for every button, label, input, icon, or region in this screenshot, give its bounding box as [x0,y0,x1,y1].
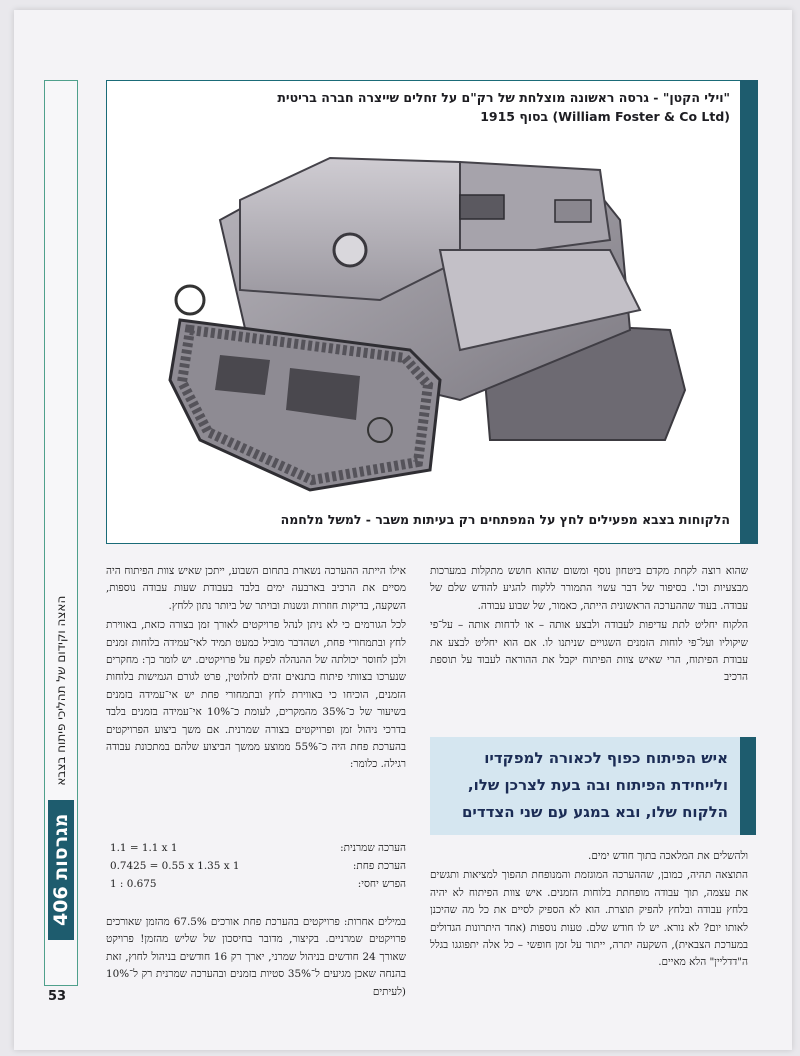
article-title-vertical: האצה וקידום של תהליכי פיתוח בצבא [54,595,68,786]
pull-quote-line-2: ולייחידת הפיתוח ובה בעת לצרכן שלו, [467,776,728,794]
formula-row [106,878,406,896]
right-column-top [430,563,748,689]
formula-label: הערכה שמרנית: [340,842,406,854]
paragraph: ולהשלים את המלאכה בתוך חודש ימים. [588,850,748,862]
formula-equation: 1.1 = 1.1 x 1 [110,842,178,854]
paragraph: הלקוח יחליט לתת עדיפות לעבודה ולבצע אותה – או לדחות אותה – על־פי שיקוליו ועל־פי לוחות הזמנים השגויים שניתנו לו. אם הוא יחליט לבצע את עבודת הפיתוח, הרי שאיש צוות הפיתוח יקבל את ההוראה לעבוד על תוספת הרכיב [430,619,748,684]
formula-row [106,842,406,860]
caption-line-1: "וילי הקטן" - גרסה ראשונה מוצלחת של רק"ם על זחלים שייצרה חברה בריטית [277,90,730,105]
formula-equation: 1 : 0.675 [110,878,157,890]
pull-quote-line-3: הלקוח שלו, ובא במגע עם שני הצדדים [461,803,728,821]
pull-quote [430,737,756,835]
formula-label: הפרש יחסי: [357,878,406,890]
page-number: 53 [47,989,67,1004]
paragraph: שהוא רוצה לקחת מקדם ביטחון נוסף ומשום שהוא חושש מתקלות במערכות מבצעיות וכו'. בסיפור של דבר עשוי התמורר ללקוח להגיע להודש שלם של עבודה. בעוד שההערכה הראשונית הייתה, כאמור, של שבוע עבודה. [430,565,748,612]
formula-label: הערכת פחת: [352,860,406,872]
figure-caption-bottom: הלקוחות בצבא מפעילים לחץ על המפתחים רק בעיתות משבר - למשל מלחמה [280,512,730,527]
left-column-top [106,563,406,776]
figure-accent-bar [740,80,758,544]
pull-quote-line-1: איש הפיתוח כפוף לכאורה למפקדיו [484,749,728,767]
paragraph: אילו הייתה ההערכה נשארת בתחום השבוע, ייתכן שאיש צוות הפיתוח היה מסיים את הרכיב בארבעה ימים בלבד בעבודת שעות עבודה נוספות, השקעה, בדיקות חוזרות ונשנות ובויתר של ביותר נתון ללחץ. [106,565,406,612]
paragraph: התוצאה תהיה, כמובן, שההערכה המוגזמת והמנופחת תהפוך למציאות ותגשים את עצמה, תוך עבודה מופחתת בלוחות הזמנים. איש צוות הפיתוח לא יהיה בלחץ עבודה ובלחץ להפיק תוצרת. הוא לא הספיק לסיים את כל מה שהיכנן לאותו יום? לא נורא. יש לו חודש שלם. טעות נוספות (אחד היתרונות הגדולים במערכת הצבאית), השקעה יתרה, ייתור על זמן חופשי – כל אלה יתפוגגו בגלל ה"דדליין" הלא מאיים. [430,869,748,969]
formula-row [106,860,406,878]
right-column-bottom [430,848,748,974]
side-title [47,60,75,940]
formula-block [106,842,406,896]
formula-equation: 0.7425 = 0.55 x 1.35 x 1 [110,860,240,872]
paragraph: במילים אחרות: פרויקטים בהערכת פחת אורכים 67.5% מהזמן שאורכים פרויקטים שמרניים. בקיצור, מדובר בחיסכון של שליש מהזמן! פרויקט שאורך 24 חודשים בניהול שמרני, יארך רק 16 חודשים בניהול לחוץ, זאת בהנחה שאכן מגיעים ל־35% סטיות בזמנים ובהערכה שמרנית רק ל־10% (לעיתים [106,916,407,998]
paragraph: לכל הגורמים כי לא ניתן לנהל פרויקטים לאורך זמן בצורה כזאת, באווירת לחץ ובתמחורי פחת, ושהדבר מוביל כמעט תמיד לאי־עמידה בלוחות זמנים ולכן לחוסר יכולתה של ההנהלה לפקח על פרויקטים. יש לומר כך: מחקרים שנערכו בצוותי פיתוח בתנאים זהים לחלוטין, פרט לגורם הגמישות בלוחות הזמנים, הוכיחו כי באווירת לחץ ובתמחורי פחת יש אי־עמידה בזמנים בשיעור של כ־35% מהמקרים, לעומת כ־10% אי־עמידה בזמנים בלבד בדרכי ניהול זמן ופרויקטים בצורה שמרנית. אם משך ביצוע הפרויקטים בהערכת פחת היה כ־55% ממוצע ממשך הביצוע שלהם במתכונת עבודה רגילה. כלומר: [106,619,406,771]
left-column-bottom [106,914,406,1003]
magazine-brand: 406 מגרסות [48,800,74,940]
tank-illustration [160,140,700,500]
figure-caption-top [126,88,730,126]
caption-line-2: (William Foster & Co Ltd) בסוף 1915 [480,109,730,124]
